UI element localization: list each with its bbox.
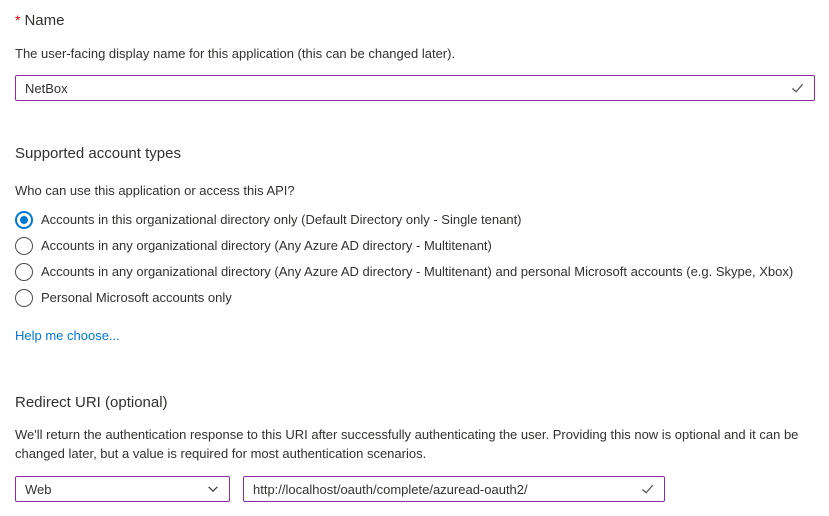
valid-check-icon (790, 81, 805, 96)
radio-option-single-tenant[interactable] (15, 207, 815, 233)
radio-option-label: Accounts in this organizational directory only (Default Directory only - Single tenant) (41, 212, 522, 227)
redirect-uri-controls (15, 476, 815, 502)
radio-icon[interactable] (15, 237, 33, 255)
account-types-question: Who can use this application or access this API? (15, 183, 295, 198)
radio-option-multitenant-personal[interactable] (15, 259, 815, 285)
redirect-uri-input[interactable] (244, 477, 664, 501)
radio-option-label: Accounts in any organizational directory (Any Azure AD directory - Multitenant) and personal Microsoft accounts (e.g. Skype, Xbox) (41, 264, 794, 279)
redirect-uri-description: We'll return the authentication response to this URI after successfully authenticating the user. Providing this now is optional and it can be changed later, but a value is required for most authentication scenarios. (15, 427, 799, 461)
radio-option-label: Personal Microsoft accounts only (41, 290, 232, 305)
redirect-uri-title: Redirect URI (optional) (15, 394, 168, 411)
account-types-radio-group (15, 207, 815, 311)
platform-select-value: Web (25, 481, 52, 497)
radio-icon[interactable] (15, 211, 33, 229)
radio-icon[interactable] (15, 263, 33, 281)
radio-option-multitenant[interactable] (15, 233, 815, 259)
redirect-uri-field[interactable] (243, 476, 665, 502)
radio-option-label: Accounts in any organizational directory (Any Azure AD directory - Multitenant) (41, 238, 492, 253)
valid-check-icon (640, 482, 655, 497)
help-me-choose-link[interactable]: Help me choose... (15, 328, 120, 343)
name-input-field[interactable] (15, 75, 815, 101)
radio-option-personal-only[interactable] (15, 285, 815, 311)
name-description: The user-facing display name for this application (this can be changed later). (15, 46, 456, 61)
chevron-down-icon (206, 482, 220, 496)
radio-icon[interactable] (15, 289, 33, 307)
account-types-title: Supported account types (15, 145, 181, 162)
name-input[interactable] (16, 76, 814, 100)
name-section-title (15, 10, 815, 31)
required-asterisk: * (15, 12, 21, 28)
name-title-text: Name (24, 12, 65, 29)
platform-select[interactable] (15, 476, 230, 502)
